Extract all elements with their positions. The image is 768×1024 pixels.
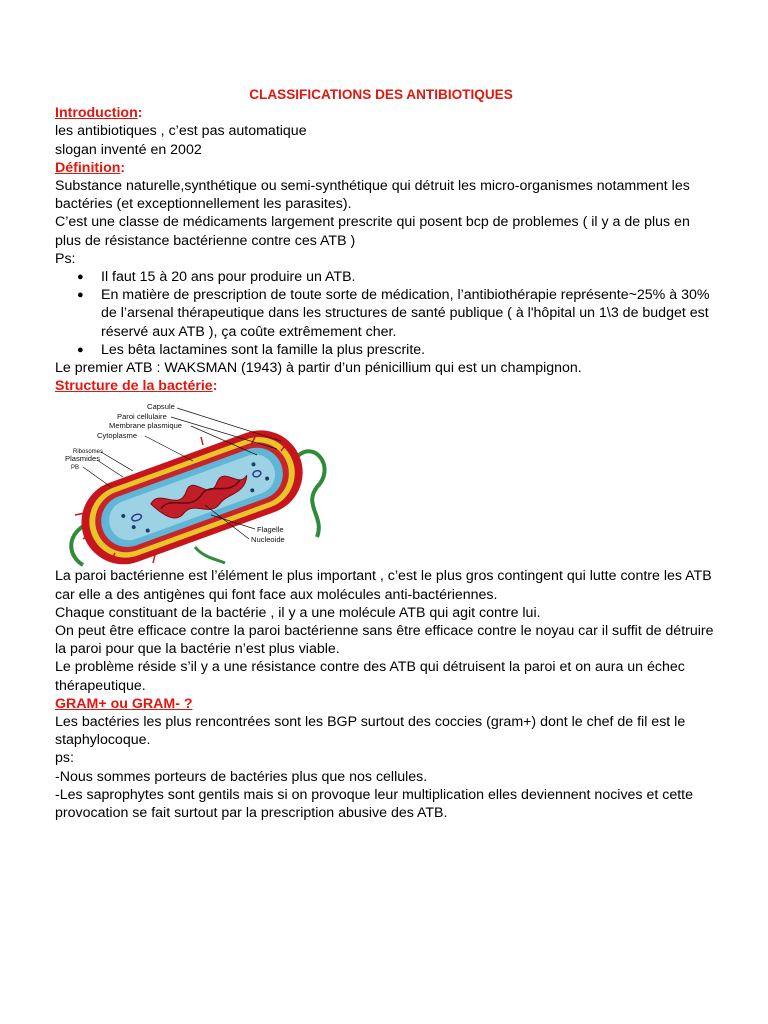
intro-line: slogan inventé en 2002 [55, 141, 202, 158]
bullet-item: ● En matière de prescription de toute sorte de médication, l’antibiothérapie représente~25% à 30% de l’arsenal thérapeutique dans les structures de santé publique ( à l'hôpital un 1\3 de budget est réservé aux ATB ), ça coûte extrêmement cher. [55, 286, 715, 341]
figure-label: PB [71, 465, 80, 472]
figure-label: Ribosomes [73, 449, 104, 456]
bacteria-diagram [55, 397, 327, 567]
figure-label: Plasmides [65, 454, 101, 464]
document-page [55, 86, 715, 822]
gram-paragraph: -Les saprophytes sont gentils mais si on provoque leur multiplication elles deviennent nocives et cette provocation se fait surtout par la prescription abusive des ATB. [55, 786, 694, 822]
gram-paragraph: -Nous sommes porteurs de bactéries plus que nos cellules. [55, 768, 428, 785]
intro-line: les antibiotiques , c’est pas automatique [55, 123, 307, 140]
definition-heading-line: Définition: [55, 159, 126, 176]
figure-label: Capsule [147, 402, 175, 412]
introduction-heading-line: Introduction: [55, 105, 143, 122]
definition-paragraph: C’est une classe de médicaments largement prescrite qui posent bcp de problemes ( il y a de plus en plus de résistance bactérienne contre ces ATB ) [55, 214, 690, 249]
definition-heading: Définition [55, 159, 121, 176]
introduction-heading: Introduction [55, 105, 138, 122]
figure-label: Paroi cellulaire [117, 412, 167, 422]
document-title: CLASSIFICATIONS DES ANTIBIOTIQUES [249, 87, 513, 102]
figure-label: Cytoplasme [97, 431, 138, 441]
bullet-item: ● Il faut 15 à 20 ans pour produire un ATB. [55, 268, 715, 286]
definition-closing: Le premier ATB : WAKSMAN (1943) à partir d’un pénicillium qui est un champignon. [55, 360, 582, 377]
structure-paragraph: La paroi bactérienne est l’élément le plus important , c’est le plus gros contingent qui lutte contre les ATB car elle a des antigènes qui font face aux molécules anti-bactériennes. [55, 568, 712, 603]
definition-paragraph: Substance naturelle,synthétique ou semi-synthétique qui détruit les micro-organismes notamment les bactéries (et exceptionnellement les parasites). [55, 178, 690, 213]
figure-label: Flagelle [257, 525, 284, 535]
figure-label: Membrane plasmique [109, 421, 183, 431]
structure-paragraph: On peut être efficace contre la paroi bactérienne sans être efficace contre le noyau car il suffit de détruire la paroi pour que la bactérie n’est plus viable. [55, 623, 714, 658]
structure-paragraph: Le problème réside s’il y a une résistance contre des ATB qui détruisent la paroi et on aura un échec thérapeutique. [55, 659, 685, 694]
definition-bullet-list [55, 268, 715, 359]
gram-heading: GRAM+ ou GRAM- ? [55, 695, 193, 712]
gram-paragraph: ps: [55, 750, 74, 767]
figure-label: Nucleoide [251, 535, 285, 545]
structure-heading-line: Structure de la bactérie: [55, 378, 218, 395]
structure-paragraph: Chaque constituant de la bactérie , il y a une molécule ATB qui agit contre lui. [55, 604, 541, 621]
structure-heading: Structure de la bactérie [55, 378, 213, 395]
gram-paragraph: Les bactéries les plus rencontrées sont les BGP surtout des coccies (gram+) dont le chef de fil est le staphylocoque. [55, 714, 686, 749]
gram-heading-line [55, 695, 715, 713]
bullet-item: ● Les bêta lactamines sont la famille la plus prescrite. [55, 341, 715, 359]
flagellum-path [195, 547, 225, 563]
ps-label: Ps: [55, 250, 76, 267]
